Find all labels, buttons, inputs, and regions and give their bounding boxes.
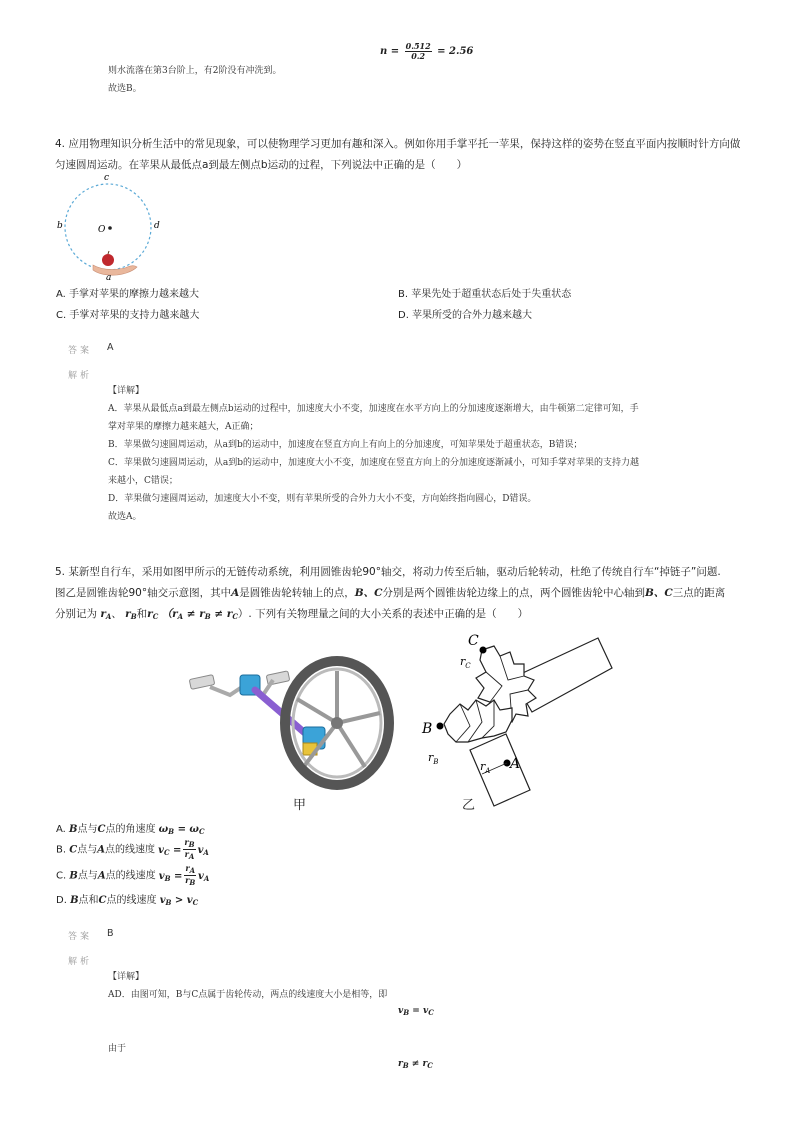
q5-option-b[interactable]: B. C点与A点的线速度 $v_C$ = $\frac{rB}{rA}$ $v_A$ (56, 837, 209, 861)
wheel-hub-icon (331, 717, 343, 729)
figure-jia (185, 655, 400, 815)
q4-analysis-label: 解析 (68, 371, 93, 381)
q4-analysis-line: 来越小，C错误； (108, 476, 178, 486)
q5-equation-2: $r_B \ne r_C$ (398, 1059, 433, 1070)
sym-BC: B、C (354, 587, 383, 599)
formula-rhs: = 2.56 (437, 46, 474, 57)
fig-label-rB: $r_B$ (428, 751, 439, 766)
sym-A: A (231, 587, 240, 599)
q4-analysis-line: 故选A。 (108, 512, 142, 522)
q4-option-c[interactable]: C. 手掌对苹果的支持力越来越大 (56, 310, 200, 321)
q4-stem-line1: 4. 应用物理知识分析生活中的常见现象，可以使物理学习更加有趣和深入。例如你用手掌平托一苹果，保持这样的姿势在竖直平面内按顺时针方向做 (55, 138, 741, 150)
and: 和 (136, 608, 148, 620)
q5-answer-label: 答案 (68, 932, 93, 942)
fig-label-rC: $r_C$ (460, 655, 471, 670)
q5-stem-line2 (55, 583, 770, 604)
label-a: a (106, 273, 112, 282)
q5-stem-text: 分别是两个圆锥齿轮边缘上的点，两个圆锥齿轮中心轴到 (382, 587, 646, 599)
formula-n (380, 42, 473, 61)
q4-detail-title: 【详解】 (108, 386, 145, 396)
label-O: O (98, 225, 106, 235)
q5-option-d[interactable]: D. B点和C点的线速度 $v_B > v_C$ (56, 895, 199, 907)
label-b: b (57, 221, 63, 231)
sym-rC: $r_C$ (147, 608, 159, 621)
formula-fraction (405, 42, 432, 61)
top-line-2: 故选B。 (108, 84, 142, 94)
formula-lhs: n = (380, 46, 400, 57)
center-dot (108, 226, 112, 230)
q5-stem-text: 图乙是圆锥齿轮90°轴交示意图，其中 (55, 587, 232, 599)
sym-rA: $r_A$ (100, 608, 112, 621)
figure-jia-label: 甲 (293, 798, 307, 813)
top-line-1: 则水流落在第3台阶上，有2阶没有冲洗到。 (108, 66, 282, 76)
q5-stem-text: 分别记为 (55, 608, 97, 620)
q4-analysis-line: D．苹果做匀速圆周运动，加速度大小不变，则有苹果所受的合外力大小不变，方向始终指向圆心，D错误。 (108, 494, 537, 504)
fig-label-A: A (510, 756, 521, 772)
q4-option-d[interactable]: D. 苹果所受的合外力越来越大 (398, 310, 533, 321)
q4-figure-circle (55, 172, 165, 282)
q5-stem-text: 三点的距离 (672, 587, 726, 599)
q5-analysis-line1: AD．由图可知，B与C点属于齿轮传动，两点的线速度大小是相等，即 (108, 990, 388, 1000)
q5-detail-title: 【详解】 (108, 972, 145, 982)
sym-ineq: （$r_A \ne r_B \ne r_C$ (161, 608, 238, 621)
q5-stem-line1: 5. 某新型自行车，采用如图甲所示的无链传动系统，利用圆锥齿轮90°轴交，将动力传至后轴，驱动后轮转动，杜绝了传统自行车“掉链子”问题. (55, 566, 721, 578)
q5-stem-line3 (55, 604, 770, 627)
q5-equation-1: $v_B = v_C$ (398, 1006, 434, 1017)
label-c: c (104, 173, 110, 183)
formula-numerator: 0.512 (405, 41, 431, 51)
sym-BC: B、C (645, 587, 673, 599)
figure-yi (420, 630, 615, 810)
fig-label-C: C (468, 633, 479, 649)
formula-denominator: 0.2 (411, 51, 426, 61)
sep: 、 (111, 608, 122, 620)
q4-analysis-line: 掌对苹果的摩擦力越来越大，A正确； (108, 422, 259, 432)
q5-option-c[interactable]: C. B点与A点的线速度 $v_B$ = $\frac{rA}{rB}$ $v_A$ (56, 863, 210, 887)
q4-option-b[interactable]: B. 苹果先处于超重状态后处于失重状态 (398, 289, 572, 300)
q4-answer-label: 答案 (68, 346, 93, 356)
q4-analysis-line: C．苹果做匀速圆周运动，从a到b的运动中，加速度大小不变，加速度在竖直方向上的分加速度逐渐减小，可知手掌对苹果的支持力越 (108, 458, 640, 468)
hand-icon (93, 265, 137, 275)
sym-rB: $r_B$ (125, 608, 137, 621)
q4-analysis-line: B．苹果做匀速圆周运动，从a到b的运动中，加速度在竖直方向上有向上的分加速度，可知苹果处于超重状态，B错误； (108, 440, 583, 450)
apple-icon (102, 254, 114, 266)
fig-label-B: B (422, 721, 433, 737)
q4-stem-line2: 匀速圆周运动。在苹果从最低点a到最左侧点b运动的过程，下列说法中正确的是（ ） (55, 159, 468, 171)
q5-stem-text: 是圆锥齿轮转轴上的点， (239, 587, 355, 599)
apple-stem-icon (108, 251, 109, 254)
q5-option-a[interactable]: A. B点与C点的角速度 $\omega_B = \omega_C$ (56, 824, 205, 836)
q4-analysis (108, 400, 768, 526)
q4-analysis-line: A．苹果从最低点a到最左侧点b运动的过程中，加速度大小不变，加速度在水平方向上的分加速度逐渐增大，由牛顿第二定律可知，手 (108, 404, 639, 414)
fig-label-rA: $r_A$ (480, 760, 491, 775)
q4-answer: A (107, 342, 114, 353)
q5-stem-text: ）. 下列有关物理量之间的大小关系的表述中正确的是（ ） (237, 608, 529, 620)
q4-option-a[interactable]: A. 手掌对苹果的摩擦力越来越大 (56, 289, 200, 300)
label-d: d (154, 221, 160, 231)
q5-stem (55, 562, 770, 627)
q5-analysis-label: 解析 (68, 957, 93, 967)
q5-analysis-line2: 由于 (108, 1044, 127, 1054)
q5-answer: B (107, 928, 114, 939)
point-C (480, 647, 487, 654)
q4-stem (55, 134, 755, 176)
lower-shaft (470, 734, 530, 806)
point-B (437, 723, 444, 730)
figure-yi-label: 乙 (462, 798, 476, 813)
